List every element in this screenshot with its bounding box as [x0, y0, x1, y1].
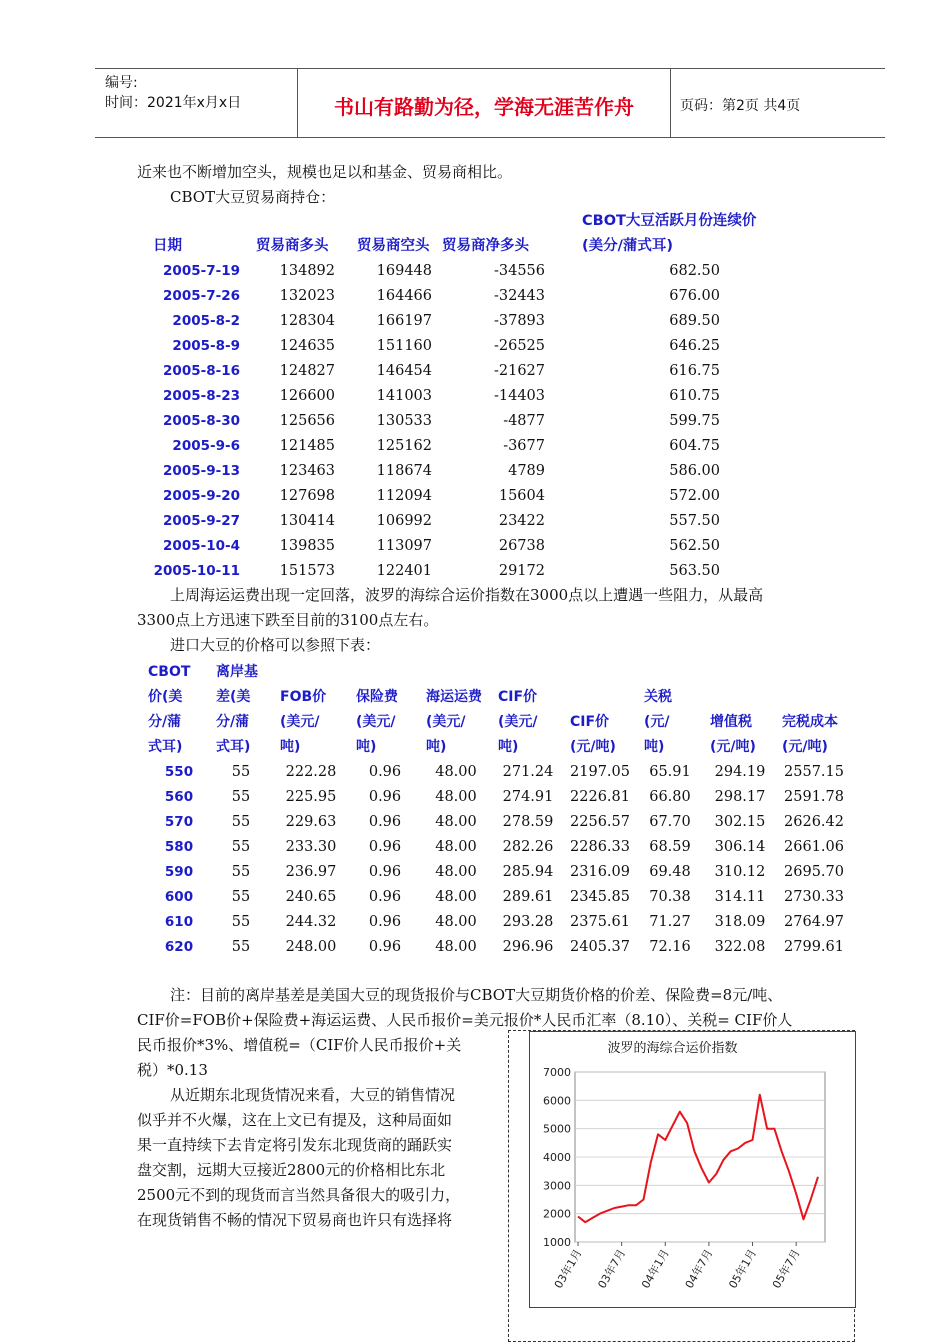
- paragraph: 盘交割，远期大豆接近2800元的价格相比东北: [137, 1161, 446, 1179]
- value-cell: 233.30: [285, 839, 337, 855]
- note-line: 民币报价*3%、增值税=（CIF价人民币报价+关: [137, 1036, 462, 1054]
- col-header: 关税(元/吨): [644, 689, 672, 755]
- table-row: [148, 760, 852, 785]
- value-cell: 293.28: [502, 914, 554, 930]
- value-cell: 69.48: [649, 864, 691, 880]
- date-cell: 2005-8-16: [163, 363, 240, 379]
- paragraph: 3300点上方迅速下跌至目前的3100点左右。: [137, 611, 439, 629]
- value-cell: 2226.81: [570, 789, 630, 805]
- value-cell: 2764.97: [784, 914, 844, 930]
- value-cell: 124827: [279, 363, 335, 379]
- date-cell: 2005-8-2: [172, 313, 240, 329]
- value-cell: 689.50: [669, 313, 720, 329]
- value-cell: -26525: [493, 338, 545, 354]
- value-cell: 604.75: [669, 438, 720, 454]
- value-cell: 48.00: [435, 764, 477, 780]
- value-cell: 169448: [376, 263, 432, 279]
- value-cell: 126600: [279, 388, 335, 404]
- col-header: 贸易商空头: [357, 238, 430, 254]
- chart-panel: [529, 1031, 856, 1308]
- value-cell: 2375.61: [570, 914, 630, 930]
- value-cell: 48.00: [435, 814, 477, 830]
- value-cell: 134892: [279, 263, 335, 279]
- value-cell: 222.28: [285, 764, 337, 780]
- bdi-line-chart: [530, 1032, 855, 1307]
- value-cell: 586.00: [669, 463, 720, 479]
- value-cell: 72.16: [649, 939, 691, 955]
- paragraph: 在现货销售不畅的情况下贸易商也许只有选择将: [137, 1211, 453, 1229]
- table-row: [145, 434, 772, 459]
- trader-position-table: [145, 209, 772, 584]
- date-cell: 2005-9-13: [163, 463, 240, 479]
- date-cell: 2005-9-20: [163, 488, 240, 504]
- col-header: 完税成本(元/吨): [782, 714, 838, 755]
- value-cell: 2405.37: [570, 939, 630, 955]
- value-cell: -14403: [493, 388, 545, 404]
- table-row: [145, 309, 772, 334]
- value-cell: 572.00: [669, 488, 720, 504]
- header-divider: [670, 69, 671, 137]
- value-cell: 48.00: [435, 789, 477, 805]
- page-info: 页码：第2页 共4页: [680, 98, 801, 114]
- value-cell: -37893: [493, 313, 545, 329]
- value-cell: 151573: [279, 563, 335, 579]
- value-cell: 563.50: [669, 563, 720, 579]
- value-cell: 122401: [376, 563, 432, 579]
- value-cell: 0.96: [368, 814, 402, 830]
- value-cell: 65.91: [649, 764, 691, 780]
- value-cell: 121485: [279, 438, 335, 454]
- value-cell: 124635: [279, 338, 335, 354]
- import-soybean-price-table: [148, 660, 852, 960]
- value-cell: 289.61: [502, 889, 554, 905]
- table-row: [148, 935, 852, 960]
- value-cell: 314.11: [714, 889, 766, 905]
- paragraph: 2500元不到的现货而言当然具备很大的吸引力，: [137, 1186, 461, 1204]
- table-header-row: [148, 660, 852, 760]
- date-cell: 2005-10-11: [153, 563, 240, 579]
- cbot-price-cell: 590: [164, 864, 194, 880]
- col-header: 贸易商净多头: [442, 238, 529, 254]
- value-cell: 0.96: [368, 839, 402, 855]
- date-cell: 2005-9-27: [163, 513, 240, 529]
- x-tick-label: 05年1月: [726, 1247, 760, 1291]
- value-cell: -32443: [493, 288, 545, 304]
- value-cell: -21627: [493, 363, 545, 379]
- cbot-price-cell: 620: [164, 939, 194, 955]
- cbot-price-cell: 580: [164, 839, 194, 855]
- value-cell: 2256.57: [570, 814, 630, 830]
- cbot-price-cell: 550: [164, 764, 194, 780]
- col-header: 增值税(元/吨): [710, 714, 756, 755]
- value-cell: 302.15: [714, 814, 766, 830]
- value-cell: 599.75: [669, 413, 720, 429]
- col-header: CIF价(元/吨): [570, 714, 616, 755]
- y-tick-label: 6000: [543, 1094, 571, 1108]
- y-tick-label: 7000: [543, 1066, 571, 1079]
- value-cell: 55: [231, 889, 251, 905]
- value-cell: 562.50: [669, 538, 720, 554]
- value-cell: 310.12: [714, 864, 766, 880]
- value-cell: 106992: [376, 513, 432, 529]
- value-cell: 2197.05: [570, 764, 630, 780]
- value-cell: 118674: [376, 463, 432, 479]
- date-cell: 2005-10-4: [163, 538, 240, 554]
- value-cell: 55: [231, 864, 251, 880]
- date-cell: 2005-8-23: [163, 388, 240, 404]
- cbot-price-cell: 570: [164, 814, 194, 830]
- paragraph: 上周海运运费出现一定回落，波罗的海综合运价指数在3000点以上遭遇一些阻力，从最高: [170, 586, 764, 604]
- value-cell: 298.17: [714, 789, 766, 805]
- y-tick-label: 5000: [543, 1122, 571, 1136]
- col-header: 日期: [153, 238, 182, 254]
- value-cell: 248.00: [285, 939, 337, 955]
- value-cell: 127698: [279, 488, 335, 504]
- value-cell: 2695.70: [784, 864, 844, 880]
- date-cell: 2005-7-26: [163, 288, 240, 304]
- value-cell: 48.00: [435, 889, 477, 905]
- header-meta: [105, 73, 241, 113]
- table-row: [145, 259, 772, 284]
- value-cell: 296.96: [502, 939, 554, 955]
- chart-title: 波罗的海综合运价指数: [607, 1041, 738, 1056]
- value-cell: 130533: [376, 413, 432, 429]
- col-header: CIF价(美元/吨): [498, 689, 538, 755]
- value-cell: 278.59: [502, 814, 554, 830]
- value-cell: 125656: [279, 413, 335, 429]
- cbot-price-cell: 560: [164, 789, 194, 805]
- col-header: CBOT大豆活跃月份连续价(美分/蒲式耳): [582, 213, 757, 254]
- value-cell: 26738: [498, 538, 545, 554]
- value-cell: -3677: [503, 438, 545, 454]
- paragraph: 果一直持续下去肯定将引发东北现货商的踊跃实: [137, 1136, 453, 1154]
- paragraph: 进口大豆的价格可以参照下表：: [170, 636, 381, 654]
- col-header: 保险费(美元/吨): [356, 689, 398, 755]
- value-cell: 271.24: [502, 764, 554, 780]
- value-cell: 2591.78: [784, 789, 844, 805]
- paragraph: 似乎并不火爆，这在上文已有提及，这种局面如: [137, 1111, 453, 1129]
- y-tick-label: 2000: [543, 1207, 571, 1221]
- value-cell: 125162: [376, 438, 432, 454]
- value-cell: 610.75: [669, 388, 720, 404]
- value-cell: 225.95: [285, 789, 337, 805]
- value-cell: 141003: [376, 388, 432, 404]
- table-row: [145, 484, 772, 509]
- col-header: 海运运费(美元/吨): [426, 689, 482, 755]
- value-cell: 294.19: [714, 764, 766, 780]
- value-cell: 318.09: [714, 914, 766, 930]
- value-cell: 4789: [508, 463, 545, 479]
- value-cell: 48.00: [435, 864, 477, 880]
- value-cell: 29172: [498, 563, 545, 579]
- table-row: [145, 509, 772, 534]
- value-cell: 23422: [498, 513, 545, 529]
- value-cell: 240.65: [285, 889, 337, 905]
- col-header: 离岸基差(美分/蒲式耳): [216, 664, 258, 755]
- y-tick-label: 1000: [543, 1236, 571, 1249]
- value-cell: 557.50: [669, 513, 720, 529]
- value-cell: 139835: [279, 538, 335, 554]
- value-cell: 2661.06: [784, 839, 844, 855]
- table-row: [145, 284, 772, 309]
- time-label: 时间：2021年x月x日: [105, 95, 242, 111]
- table-row: [145, 384, 772, 409]
- value-cell: 48.00: [435, 939, 477, 955]
- value-cell: 0.96: [368, 864, 402, 880]
- value-cell: 2345.85: [570, 889, 630, 905]
- value-cell: 0.96: [368, 764, 402, 780]
- value-cell: 244.32: [285, 914, 337, 930]
- value-cell: 306.14: [714, 839, 766, 855]
- chart-frame: [508, 1030, 855, 1342]
- value-cell: 166197: [376, 313, 432, 329]
- x-tick-label: 03年1月: [551, 1247, 585, 1291]
- value-cell: 151160: [376, 338, 432, 354]
- value-cell: 70.38: [649, 889, 691, 905]
- value-cell: 113097: [376, 538, 432, 554]
- value-cell: 48.00: [435, 839, 477, 855]
- x-tick-label: 05年7月: [770, 1247, 803, 1291]
- value-cell: 236.97: [285, 864, 337, 880]
- value-cell: 55: [231, 939, 251, 955]
- table-row: [145, 559, 772, 584]
- value-cell: 112094: [376, 488, 432, 504]
- value-cell: 0.96: [368, 789, 402, 805]
- x-tick-label: 04年1月: [639, 1247, 672, 1291]
- date-cell: 2005-8-9: [172, 338, 240, 354]
- y-tick-label: 4000: [543, 1151, 571, 1164]
- value-cell: -34556: [493, 263, 545, 279]
- col-header: 贸易商多头: [256, 238, 329, 254]
- table-row: [145, 359, 772, 384]
- table-row: [145, 409, 772, 434]
- value-cell: 164466: [376, 288, 432, 304]
- value-cell: 123463: [279, 463, 335, 479]
- paragraph: 从近期东北现货情况来看，大豆的销售情况: [170, 1086, 456, 1104]
- col-header: FOB价(美元/吨): [280, 689, 327, 755]
- value-cell: 2730.33: [784, 889, 844, 905]
- table-row: [148, 785, 852, 810]
- value-cell: 66.80: [649, 789, 691, 805]
- value-cell: 71.27: [649, 914, 691, 930]
- value-cell: 132023: [279, 288, 335, 304]
- header-motto: 书山有路勤为径，学海无涯苦作舟: [334, 95, 634, 119]
- col-header: CBOT价(美分/蒲式耳): [148, 664, 191, 755]
- serial-label: 编号:: [105, 75, 138, 91]
- x-tick-label: 03年7月: [595, 1247, 629, 1291]
- value-cell: 616.75: [669, 363, 720, 379]
- value-cell: 682.50: [669, 263, 720, 279]
- value-cell: -4877: [503, 413, 545, 429]
- note-line: 注：目前的离岸基差是美国大豆的现货报价与CBOT大豆期货价格的价差、保险费=8元/吨、: [170, 986, 783, 1004]
- date-cell: 2005-9-6: [172, 438, 240, 454]
- note-line: CIF价=FOB价+保险费+海运运费、人民币报价=美元报价*人民币汇率（8.10）、关税= CIF价人: [137, 1011, 793, 1029]
- value-cell: 676.00: [669, 288, 720, 304]
- table-row: [148, 860, 852, 885]
- value-cell: 282.26: [502, 839, 554, 855]
- value-cell: 15604: [498, 488, 545, 504]
- table-row: [145, 459, 772, 484]
- paragraph: 近来也不断增加空头，规模也足以和基金、贸易商相比。: [137, 163, 513, 181]
- value-cell: 2286.33: [570, 839, 630, 855]
- value-cell: 0.96: [368, 914, 402, 930]
- table-row: [145, 334, 772, 359]
- series-line: [578, 1095, 818, 1223]
- y-tick-label: 3000: [543, 1179, 571, 1193]
- value-cell: 229.63: [285, 814, 337, 830]
- cbot-price-cell: 610: [164, 914, 194, 930]
- note-line: 税）*0.13: [137, 1061, 208, 1079]
- date-cell: 2005-8-30: [163, 413, 240, 429]
- value-cell: 48.00: [435, 914, 477, 930]
- cbot-price-cell: 600: [164, 889, 194, 905]
- value-cell: 68.59: [649, 839, 691, 855]
- value-cell: 55: [231, 914, 251, 930]
- table-row: [148, 835, 852, 860]
- value-cell: 55: [231, 764, 251, 780]
- value-cell: 2557.15: [784, 764, 844, 780]
- date-cell: 2005-7-19: [163, 263, 240, 279]
- value-cell: 55: [231, 839, 251, 855]
- value-cell: 2799.61: [784, 939, 844, 955]
- x-tick-label: 04年7月: [682, 1247, 716, 1291]
- table-row: [148, 910, 852, 935]
- table-row: [145, 534, 772, 559]
- value-cell: 0.96: [368, 889, 402, 905]
- value-cell: 130414: [279, 513, 335, 529]
- value-cell: 146454: [376, 363, 432, 379]
- value-cell: 285.94: [502, 864, 554, 880]
- value-cell: 0.96: [368, 939, 402, 955]
- table-header-row: [145, 209, 772, 259]
- value-cell: 322.08: [714, 939, 766, 955]
- table-row: [148, 810, 852, 835]
- value-cell: 2316.09: [570, 864, 630, 880]
- value-cell: 55: [231, 814, 251, 830]
- table-row: [148, 885, 852, 910]
- value-cell: 55: [231, 789, 251, 805]
- paragraph: CBOT大豆贸易商持仓：: [170, 188, 336, 206]
- page-header: [95, 68, 885, 138]
- value-cell: 274.91: [502, 789, 554, 805]
- value-cell: 2626.42: [784, 814, 844, 830]
- value-cell: 646.25: [669, 338, 720, 354]
- value-cell: 128304: [279, 313, 335, 329]
- value-cell: 67.70: [649, 814, 691, 830]
